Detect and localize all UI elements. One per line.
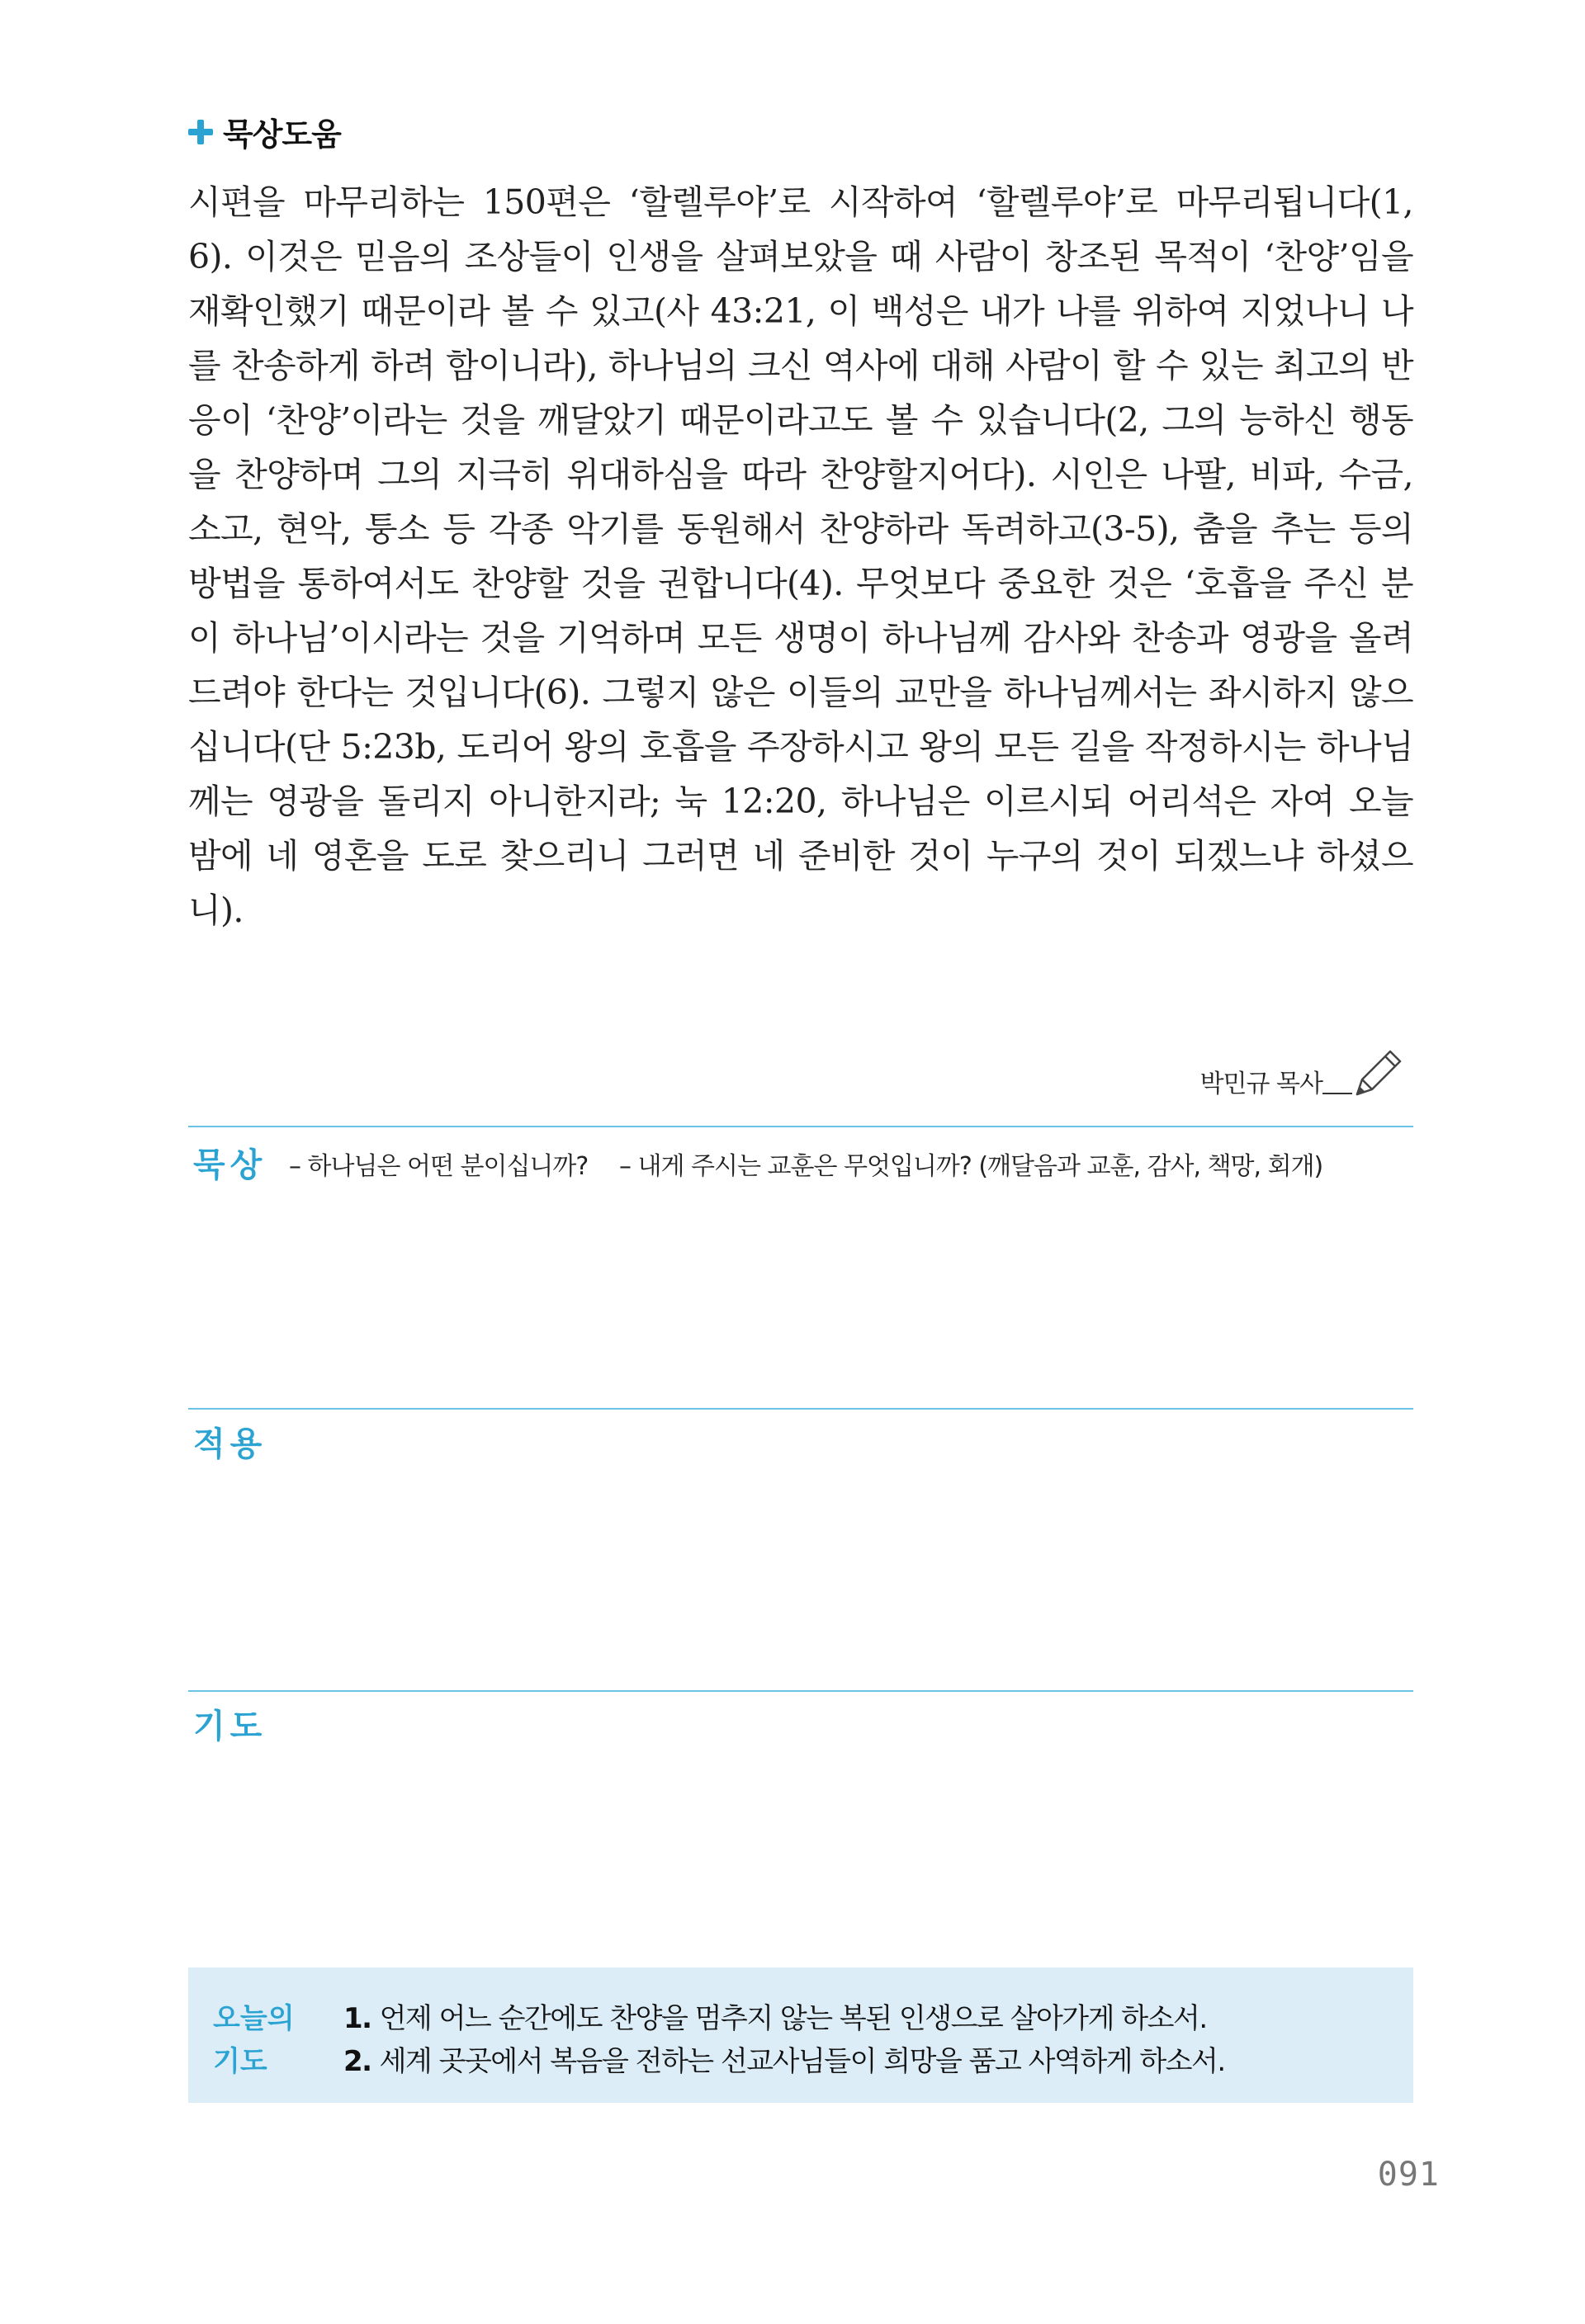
prayer-item-number: 1. (343, 2002, 371, 2035)
author-name: 박민규 목사 (1199, 1070, 1322, 1098)
today-prayer-box (188, 1967, 1413, 2103)
today-prayer-item (343, 1996, 1207, 2036)
section-header (188, 109, 341, 154)
prayer-label: 기도 (193, 1708, 267, 1745)
today-prayer-label-line1: 오늘의 (213, 2002, 295, 2035)
application-label: 적용 (193, 1425, 267, 1463)
meditation-question-1: – 하나님은 어떤 분이십니까? (289, 1152, 589, 1181)
prayer-item-number: 2. (343, 2045, 371, 2078)
meditation-section (188, 1126, 1413, 1408)
application-section (188, 1408, 1413, 1690)
author-signature (1200, 1046, 1405, 1099)
today-prayer-item (343, 2038, 1225, 2079)
meditation-body-text: 시편을 마무리하는 150편은 ‘할렐루야’로 시작하여 ‘할렐루야’로 마무리됩니다(1, 6). 이것은 믿음의 조상들이 인생을 살펴보았을 때 사람이 창조된 목적이 ‘찬양’임을 재확인했기 때문이라 볼 수 있고(사 43:21, 이 백성은 내가 나를 위하여 지었나니 나를 찬송하게 하려 함이니라), 하나님의 크신 역사에 대해 사람이 할 수 있는 최고의 반응이 ‘찬양’이라는 것을 깨달았기 때문이라고도 볼 수 있습니다(2, 그의 능하신 행동을 찬양하며 그의 지극히 위대하심을 따라 찬양할지어다). 시인은 나팔, 비파, 수금, 소고, 현악, 퉁소 등 각종 악기를 동원해서 찬양하라 독려하고(3-5), 춤을 추는 등의 방법을 통하여서도 찬양할 것을 권합니다(4). 무엇보다 중요한 것은 ‘호흡을 주신 분이 하나님’이시라는 것을 기억하며 모든 생명이 하나님께 감사와 찬송과 영광을 올려드려야 한다는 것입니다(6). 그렇지 않은 이들의 교만을 하나님께서는 좌시하지 않으십니다(단 5:23b, 도리어 왕의 호흡을 주장하시고 왕의 모든 길을 작정하시는 하나님께는 영광을 돌리지 아니한지라; 눅 12:20, 하나님은 이르시되 어리석은 자여 오늘 밤에 네 영혼을 도로 찾으리니 그러면 네 준비한 것이 누구의 것이 되겠느냐 하셨으니). (188, 182, 1413, 930)
today-prayer-label-line2: 기도 (213, 2045, 267, 2078)
header-title: 묵상도움 (223, 116, 341, 153)
author-underline (1322, 1093, 1352, 1094)
meditation-question-2: – 내게 주시는 교훈은 무엇입니까? (깨달음과 교훈, 감사, 책망, 회개) (619, 1152, 1323, 1181)
pencil-icon (1352, 1046, 1405, 1099)
meditation-label: 묵상 (193, 1146, 267, 1184)
plus-icon (188, 120, 213, 144)
prayer-section (188, 1690, 1413, 1939)
page-number: 091 (1377, 2156, 1440, 2194)
prayer-item-text: 언제 어느 순간에도 찬양을 멈추지 않는 복된 인생으로 살아가게 하소서. (379, 2002, 1207, 2035)
prayer-item-text: 세계 곳곳에서 복음을 전하는 선교사님들이 희망을 품고 사역하게 하소서. (379, 2045, 1225, 2078)
